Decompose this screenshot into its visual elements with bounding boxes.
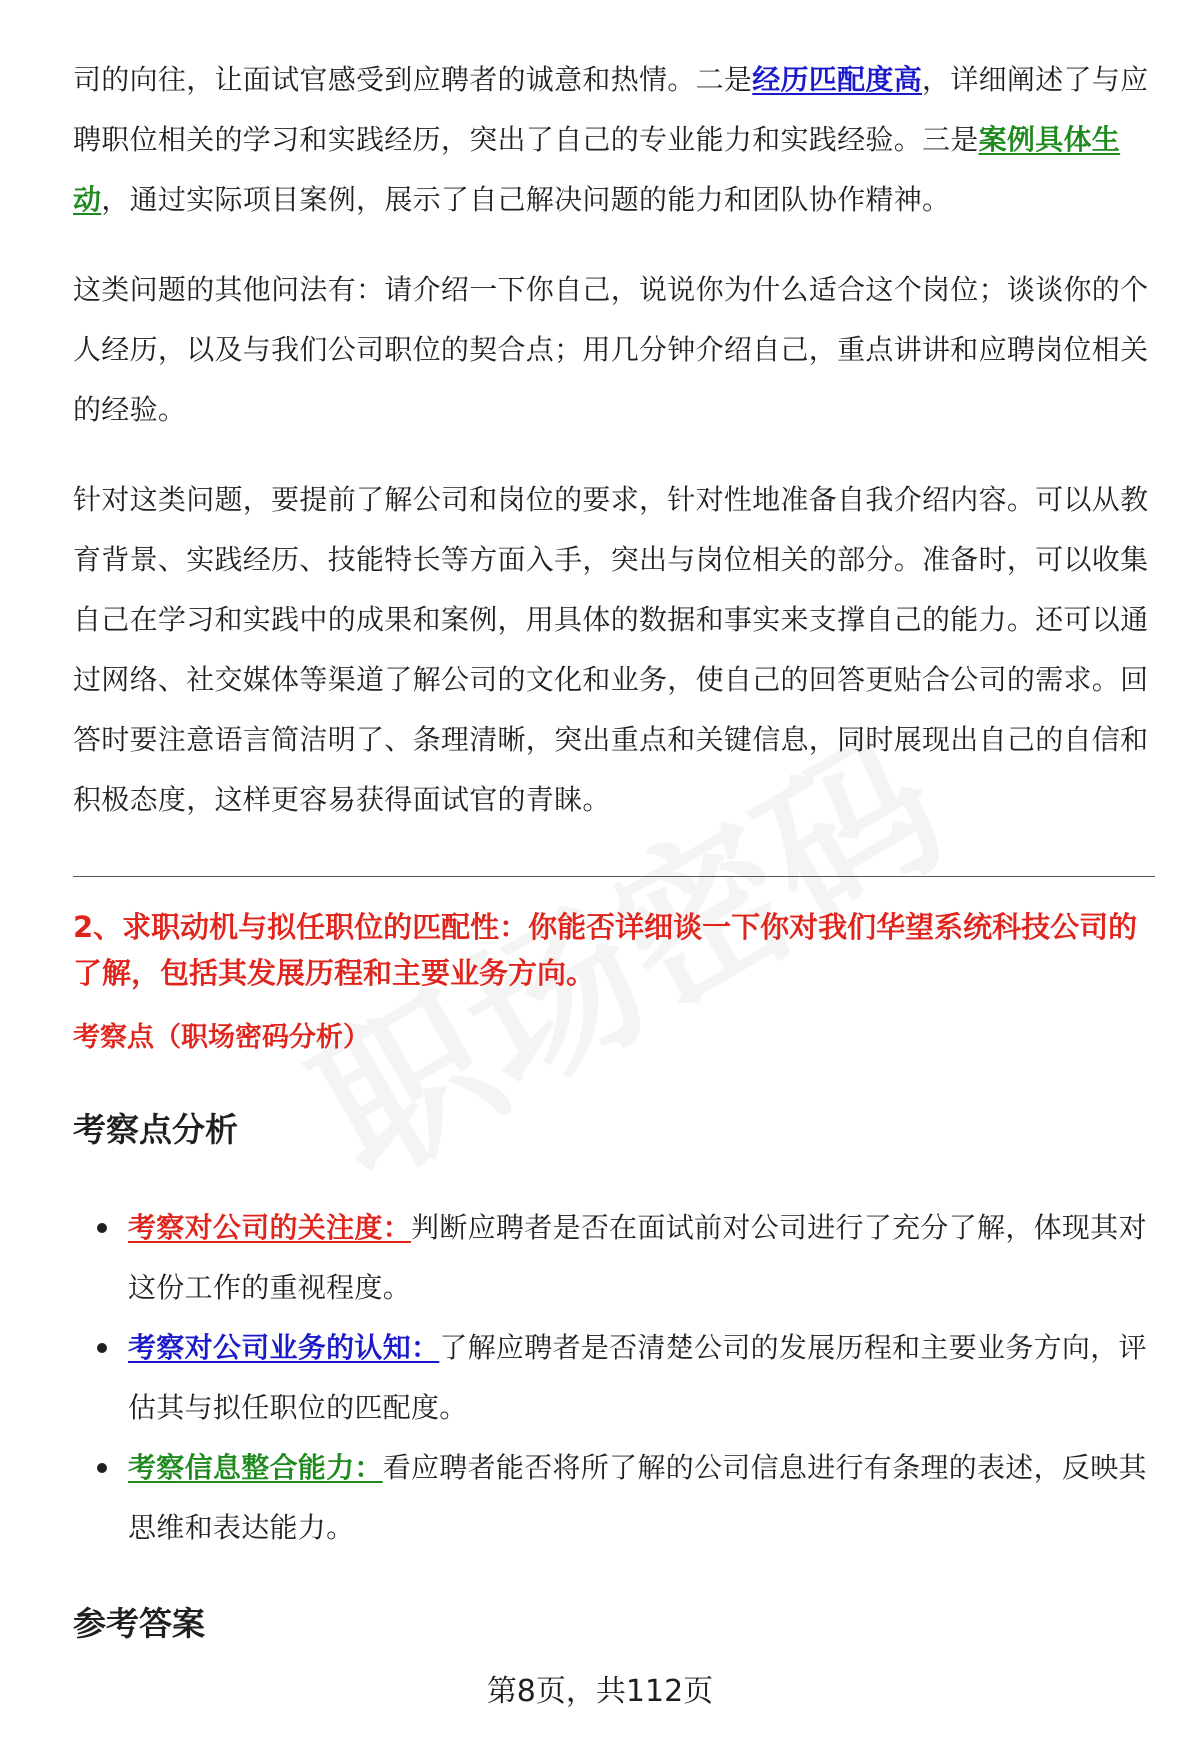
bullet-icon [97, 1343, 107, 1353]
list-item [73, 1438, 1155, 1558]
analysis-item-label: 考察信息整合能力： [128, 1451, 383, 1484]
paragraph-text: ，通过实际项目案例，展示了自己解决问题的能力和团队协作精神。 [101, 183, 951, 216]
highlight-experience-match: 经历匹配度高 [752, 63, 923, 96]
list-item [73, 1318, 1155, 1438]
kaocha-label: 考察点（职场密码分析） [73, 1022, 370, 1053]
highlight-case-vivid: 案例具体生动 [73, 123, 1121, 216]
page-number: 第8页，共112页 [486, 1674, 714, 1709]
paragraph-text: ，详细阐述了与应聘职位相关的学习和实践经历，突出了自己的专业能力和实践经验。三是 [73, 63, 1149, 156]
paragraph-text: 司的向往，让面试官感受到应聘者的诚意和热情。二是 [73, 63, 753, 96]
analysis-list [73, 1198, 1155, 1558]
analysis-item-text: 了解应聘者是否清楚公司的发展历程和主要业务方向，评估其与拟任职位的匹配度。 [128, 1331, 1147, 1424]
analysis-item-label: 考察对公司的关注度： [128, 1211, 412, 1244]
question-title: 2、求职动机与拟任职位的匹配性：你能否详细谈一下你对我们华望系统科技公司的了解，包括其发展历程和主要业务方向。 [73, 910, 1138, 990]
list-item [73, 1198, 1155, 1318]
paragraph-preparation-advice: 针对这类问题，要提前了解公司和岗位的要求，针对性地准备自我介绍内容。可以从教育背景、实践经历、技能特长等方面入手，突出与岗位相关的部分。准备时，可以收集自己在学习和实践中的成果和案例，用具体的数据和事实来支撑自己的能力。还可以通过网络、社交媒体等渠道了解公司的文化和业务，使自己的回答更贴合公司的需求。回答时要注意语言简洁明了、条理清晰，突出重点和关键信息，同时展现出自己的自信和积极态度，这样更容易获得面试官的青睐。 [73, 483, 1149, 816]
answer-heading: 参考答案 [73, 1604, 205, 1643]
analysis-item-text: 判断应聘者是否在面试前对公司进行了充分了解，体现其对这份工作的重视程度。 [128, 1211, 1147, 1304]
analysis-item-label: 考察对公司业务的认知： [128, 1331, 440, 1364]
section-divider [73, 876, 1155, 877]
bullet-icon [97, 1223, 107, 1233]
paragraph-intro-continuation [73, 50, 1155, 230]
analysis-item-text: 看应聘者能否将所了解的公司信息进行有条理的表述，反映其思维和表达能力。 [128, 1451, 1147, 1544]
paragraph-other-phrasings: 这类问题的其他问法有：请介绍一下你自己，说说你为什么适合这个岗位；谈谈你的个人经历，以及与我们公司职位的契合点；用几分钟介绍自己，重点讲讲和应聘岗位相关的经验。 [73, 273, 1149, 426]
analysis-heading: 考察点分析 [73, 1110, 238, 1149]
bullet-icon [97, 1463, 107, 1473]
